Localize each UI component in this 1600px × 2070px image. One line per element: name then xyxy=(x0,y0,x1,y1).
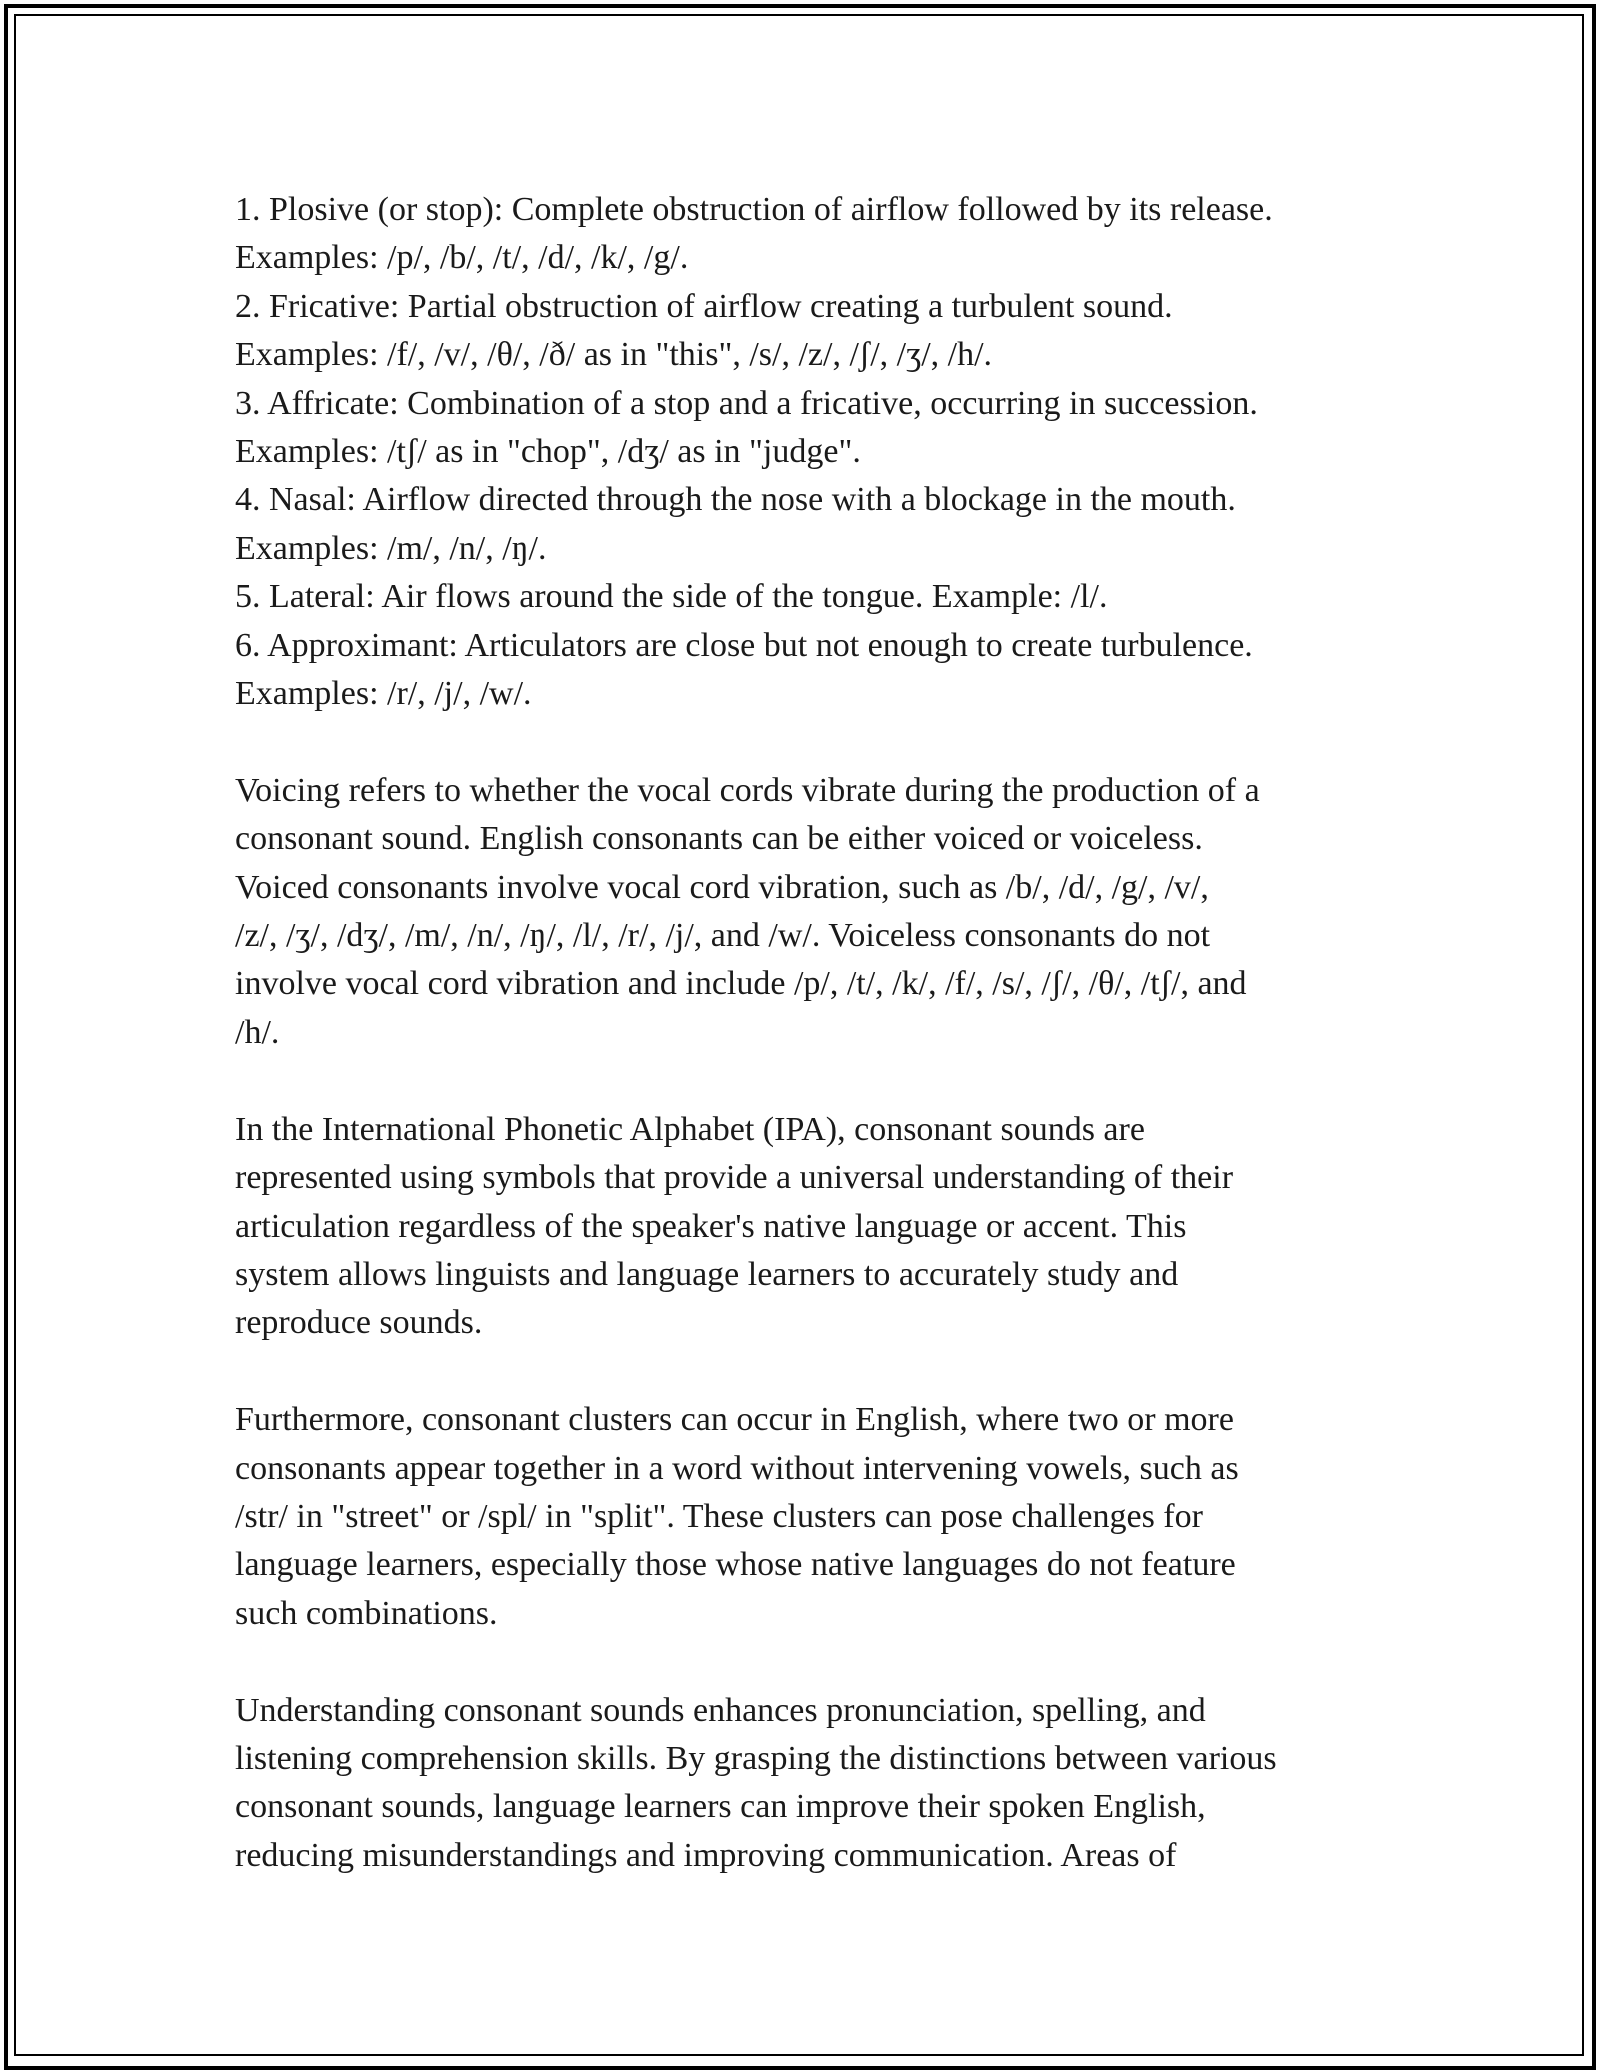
list-item-lateral: 5. Lateral: Air flows around the side of the tongue. Example: /l/. xyxy=(235,578,1108,616)
paragraph-line: consonants appear together in a word without intervening vowels, such as xyxy=(235,1449,1239,1487)
list-item-fricative: 2. Fricative: Partial obstruction of airflow creating a turbulent sound. xyxy=(235,287,1173,325)
paragraph-line: In the International Phonetic Alphabet (IPA), consonant sounds are xyxy=(235,1110,1145,1148)
paragraph-line: system allows linguists and language learners to accurately study and xyxy=(235,1255,1179,1293)
paragraph-spacer xyxy=(235,718,1395,766)
paragraph-ipa xyxy=(235,1106,1395,1348)
paragraph-spacer xyxy=(235,1638,1395,1686)
consonant-manner-list xyxy=(235,186,1395,718)
paragraph-understanding xyxy=(235,1687,1395,1881)
paragraph-voicing xyxy=(235,767,1395,1057)
list-item-fricative-examples: Examples: /f/, /v/, /θ/, /ð/ as in "this", /s/, /z/, /ʃ/, /ʒ/, /h/. xyxy=(235,336,993,374)
paragraph-line: /str/ in "street" or /spl/ in "split". These clusters can pose challenges for xyxy=(235,1497,1203,1535)
paragraph-line: /z/, /ʒ/, /dʒ/, /m/, /n/, /ŋ/, /l/, /r/, /j/, and /w/. Voiceless consonants do not xyxy=(235,917,1211,955)
list-item-approximant-examples: Examples: /r/, /j/, /w/. xyxy=(235,675,532,713)
paragraph-line: Understanding consonant sounds enhances pronunciation, spelling, and xyxy=(235,1691,1206,1729)
list-item-approximant: 6. Approximant: Articulators are close but not enough to create turbulence. xyxy=(235,626,1253,664)
paragraph-line: consonant sounds, language learners can improve their spoken English, xyxy=(235,1788,1206,1826)
paragraph-line: reproduce sounds. xyxy=(235,1304,483,1342)
paragraph-line: represented using symbols that provide a universal understanding of their xyxy=(235,1159,1234,1197)
paragraph-line: articulation regardless of the speaker's native language or accent. This xyxy=(235,1207,1187,1245)
paragraph-line: consonant sound. English consonants can be either voiced or voiceless. xyxy=(235,820,1203,858)
paragraph-line: Voiced consonants involve vocal cord vibration, such as /b/, /d/, /g/, /v/, xyxy=(235,868,1209,906)
document-body xyxy=(235,186,1395,1880)
paragraph-line: Furthermore, consonant clusters can occur in English, where two or more xyxy=(235,1401,1234,1439)
paragraph-spacer xyxy=(235,1348,1395,1396)
list-item-nasal-examples: Examples: /m/, /n/, /ŋ/. xyxy=(235,529,547,567)
paragraph-line: listening comprehension skills. By grasping the distinctions between various xyxy=(235,1739,1277,1777)
paragraph-clusters xyxy=(235,1396,1395,1638)
paragraph-spacer xyxy=(235,1057,1395,1105)
paragraph-line: reducing misunderstandings and improving communication. Areas of xyxy=(235,1836,1177,1874)
paragraph-line: such combinations. xyxy=(235,1594,498,1632)
list-item-nasal: 4. Nasal: Airflow directed through the nose with a blockage in the mouth. xyxy=(235,481,1236,519)
list-item-affricate-examples: Examples: /tʃ/ as in "chop", /dʒ/ as in "judge". xyxy=(235,433,861,471)
paragraph-line: Voicing refers to whether the vocal cords vibrate during the production of a xyxy=(235,771,1260,809)
list-item-plosive: 1. Plosive (or stop): Complete obstruction of airflow followed by its release. xyxy=(235,191,1273,228)
list-item-plosive-examples: Examples: /p/, /b/, /t/, /d/, /k/, /g/. xyxy=(235,239,689,277)
list-item-affricate: 3. Affricate: Combination of a stop and a fricative, occurring in succession. xyxy=(235,384,1258,422)
paragraph-line: involve vocal cord vibration and include /p/, /t/, /k/, /f/, /s/, /ʃ/, /θ/, /tʃ/, and xyxy=(235,965,1247,1003)
paragraph-line: /h/. xyxy=(235,1013,280,1051)
paragraph-line: language learners, especially those whose native languages do not feature xyxy=(235,1546,1236,1584)
